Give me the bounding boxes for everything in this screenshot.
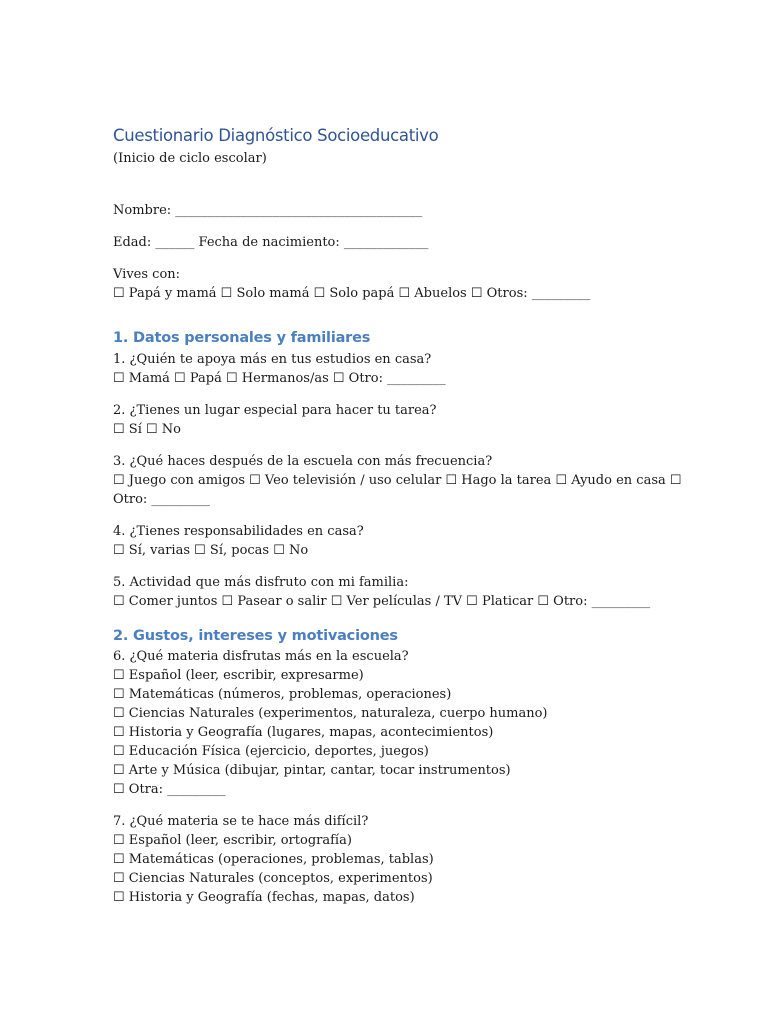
checkbox-option[interactable]: ☐ Historia y Geografía (lugares, mapas, acontecimientos) [113,725,494,740]
question-text: 5. Actividad que más disfruto con mi familia: [113,575,409,590]
checkbox-options[interactable]: ☐ Sí ☐ No [113,422,181,437]
checkbox-option[interactable]: ☐ Español (leer, escribir, ortografía) [113,833,352,848]
document-content [113,124,682,907]
checkbox-option[interactable]: ☐ Matemáticas (operaciones, problemas, tablas) [113,852,434,867]
checkbox-options[interactable]: ☐ Sí, varias ☐ Sí, pocas ☐ No [113,543,309,558]
question-text: 1. ¿Quién te apoya más en tus estudios en casa? [113,352,432,367]
checkbox-option[interactable]: ☐ Otra: _________ [113,782,226,797]
checkbox-option[interactable]: ☐ Matemáticas (números, problemas, operaciones) [113,687,452,702]
question-7 [113,812,653,907]
checkbox-option[interactable]: ☐ Ciencias Naturales (conceptos, experimentos) [113,871,433,886]
question-text: 6. ¿Qué materia disfrutas más en la escuela? [113,649,409,664]
checkbox-option[interactable]: ☐ Educación Física (ejercicio, deportes, juegos) [113,744,429,759]
checkbox-options[interactable]: ☐ Juego con amigos ☐ Veo televisión / uso celular ☐ Hago la tarea ☐ Ayudo en casa ☐ [113,473,682,488]
question-6 [113,647,653,799]
section-title-2: 2. Gustos, intereses y motivaciones [113,628,398,644]
vives-con-label: Vives con: [113,267,181,282]
edad-fecha-field[interactable]: Edad: ______ Fecha de nacimiento: _____________ [113,235,429,250]
checkbox-option[interactable]: ☐ Historia y Geografía (fechas, mapas, datos) [113,890,415,905]
checkbox-options[interactable]: ☐ Comer juntos ☐ Pasear o salir ☐ Ver películas / TV ☐ Platicar ☐ Otro: _________ [113,594,651,609]
question-3 [113,452,682,509]
checkbox-options[interactable]: ☐ Mamá ☐ Papá ☐ Hermanos/as ☐ Otro: _________ [113,371,446,386]
document-title: Cuestionario Diagnóstico Socioeducativo [113,126,439,145]
question-4 [113,522,653,560]
vives-con-options[interactable]: ☐ Papá y mamá ☐ Solo mamá ☐ Solo papá ☐ Abuelos ☐ Otros: _________ [113,286,591,301]
question-text: 2. ¿Tienes un lugar especial para hacer tu tarea? [113,403,437,418]
section-title-1: 1. Datos personales y familiares [113,330,371,346]
checkbox-options[interactable]: Otro: _________ [113,492,210,507]
checkbox-option[interactable]: ☐ Ciencias Naturales (experimentos, naturaleza, cuerpo humano) [113,706,548,721]
nombre-field[interactable]: Nombre: ______________________________________ [113,203,423,218]
document-subtitle: (Inicio de ciclo escolar) [113,151,267,166]
question-text: 4. ¿Tienes responsabilidades en casa? [113,524,364,539]
question-2 [113,401,653,439]
checkbox-option[interactable]: ☐ Español (leer, escribir, expresarme) [113,668,364,683]
question-text: 3. ¿Qué haces después de la escuela con más frecuencia? [113,454,493,469]
checkbox-option[interactable]: ☐ Arte y Música (dibujar, pintar, cantar, tocar instrumentos) [113,763,511,778]
question-1 [113,350,653,388]
question-5 [113,573,653,611]
question-text: 7. ¿Qué materia se te hace más difícil? [113,814,369,829]
